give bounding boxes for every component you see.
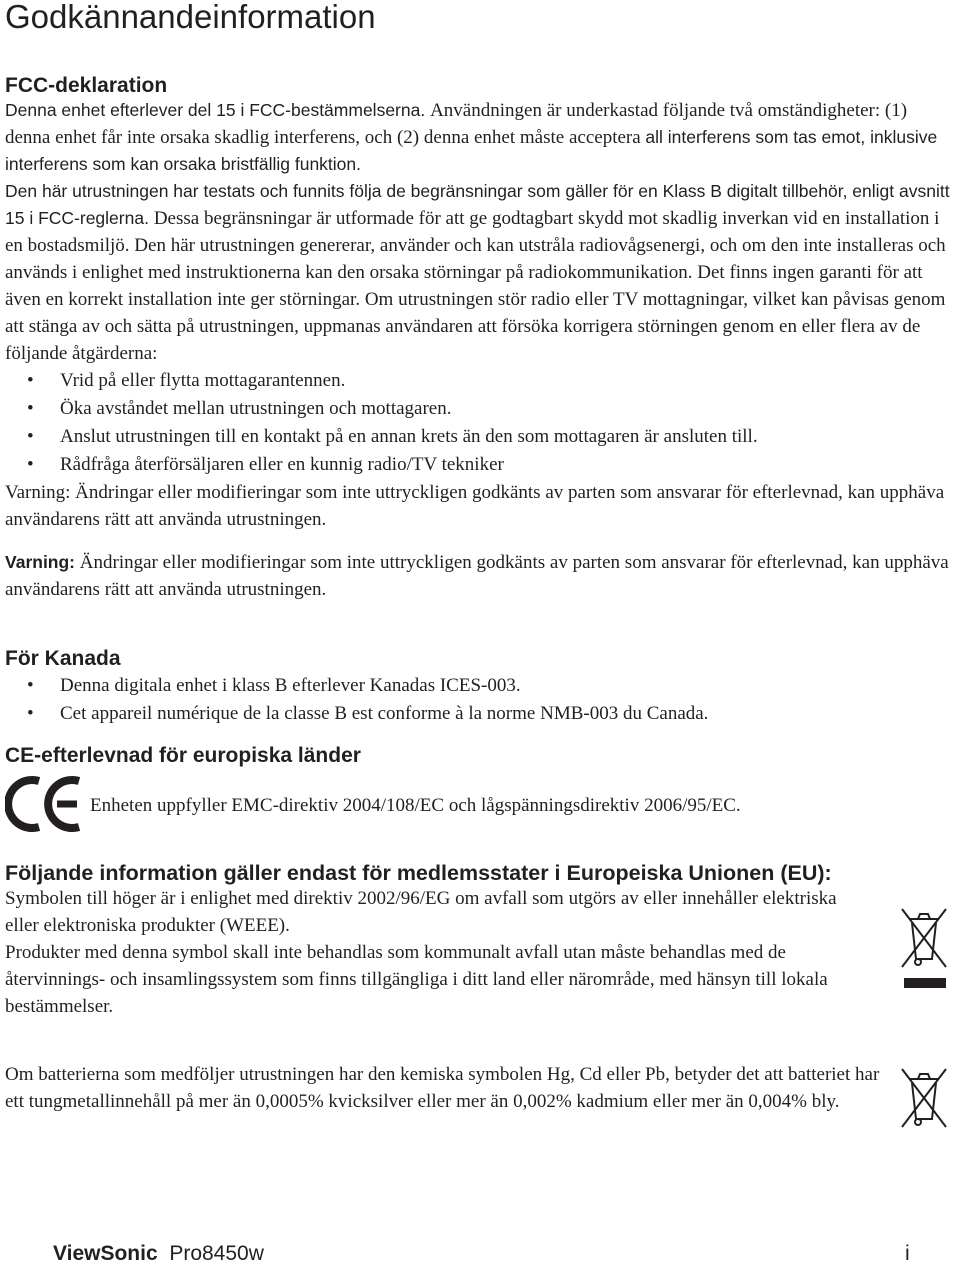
- footer-brand: ViewSonic: [53, 1242, 158, 1265]
- canada-section: [5, 646, 955, 728]
- fcc-paragraph-1: [5, 97, 955, 178]
- fcc-measures-list: [5, 367, 955, 479]
- eu-paragraph-3: Om batterierna som medföljer utrustningen har den kemiska symbolen Hg, Cd eller Pb, betyder det att batteriet har ett tungmetallinnehåll på mer än 0,0005% kvicksilver eller mer än 0,002% kadmium eller mer än 0,004% bly.: [5, 1064, 880, 1112]
- eu-paragraph-2: Produkter med denna symbol skall inte behandlas som kommunalt avfall utan måste behandlas med de återvinnings- och insamlingssystem som finns tillgängliga i ditt land eller närområde, med hänsyn till lokala bestämmelser.: [5, 942, 828, 1017]
- fcc-para2-sans: Den här utrustningen har testats och funnits följa de begränsningar som gäller för en Klass B digitalt tillbehör, enligt avsnitt 15 i FCC-reglerna.: [5, 181, 950, 228]
- crossed-out-wheelie-bin-icon: [898, 905, 950, 990]
- list-item: • Rådfråga återförsäljaren eller en kunnig radio/TV tekniker: [27, 454, 504, 475]
- footer: [53, 1242, 264, 1266]
- list-item: • Cet appareil numérique de la classe B est conforme à la norme NMB-003 du Canada.: [27, 703, 709, 724]
- ce-section: [5, 743, 955, 769]
- warning-text: Ändringar eller modifieringar som inte uttryckligen godkänts av parten som ansvarar för efterlevnad, kan upphäva användarens rätt att använda utrustningen.: [5, 552, 949, 600]
- warning-label: Varning:: [5, 552, 76, 572]
- canada-list: [5, 672, 955, 728]
- fcc-intro-serif: Användningen är underkastad följande två omständigheter: (1) denna enhet får inte orsaka skadlig interferens, och (2) denna enhet måste acceptera: [5, 100, 908, 148]
- ce-heading: CE-efterlevnad för europiska länder: [5, 744, 361, 767]
- eu-paragraph-1: Symbolen till höger är i enlighet med direktiv 2002/96/EG om avfall som utgörs av eller innehåller elektriska eller elektroniska produkter (WEEE).: [5, 888, 837, 936]
- page-number: i: [905, 1242, 910, 1265]
- eu-section: [5, 860, 955, 886]
- ce-statement: Enheten uppfyller EMC-direktiv 2004/108/EC och lågspänningsdirektiv 2006/95/EC.: [90, 795, 741, 816]
- list-item: • Denna digitala enhet i klass B efterlever Kanadas ICES-003.: [27, 675, 521, 696]
- fcc-section: [5, 73, 955, 603]
- fcc-paragraph-2: [5, 178, 955, 367]
- list-item: • Öka avståndet mellan utrustningen och mottagaren.: [27, 398, 452, 419]
- footer-model: Pro8450w: [169, 1242, 264, 1265]
- list-item: • Anslut utrustningen till en kontakt på en annan krets än den som mottagaren är ansluten till.: [27, 426, 758, 447]
- fcc-intro-sans: Denna enhet efterlever del 15 i FCC-bestämmelserna.: [5, 100, 431, 120]
- fcc-intro-end: all interferens som tas emot, inklusive interferens som kan orsaka bristfällig funktion.: [5, 127, 938, 174]
- ce-mark-icon: [5, 775, 85, 833]
- eu-heading: Följande information gäller endast för medlemsstater i Europeiska Unionen (EU):: [5, 861, 832, 885]
- canada-heading: För Kanada: [5, 647, 121, 670]
- crossed-out-wheelie-bin-icon: [898, 1065, 950, 1131]
- fcc-warning-1: Varning: Ändringar eller modifieringar som inte uttryckligen godkänts av parten som ansvarar för efterlevnad, kan upphäva användarens rätt att använda utrustningen.: [5, 482, 945, 530]
- page-title: Godkännandeinformation: [5, 0, 376, 35]
- fcc-warning-2: [5, 549, 955, 603]
- fcc-heading: FCC-deklaration: [5, 74, 168, 97]
- fcc-para2-serif: Dessa begränsningar är utformade för att ge godtagbart skydd mot skadlig inverkan vid en installation i en bostadsmiljö. Den här utrustningen genererar, använder och kan utstråla radiovågsenergi, och om den inte installeras och används i enlighet med instruktionerna kan den orsaka störningar på radiokommunikation. Det finns ingen garanti för att även en korrekt installation inte ger störningar. Om utrustningen stör radio eller TV mottagningar, vilket kan påvisas genom att stänga av och sätta på utrustningen, uppmanas användaren att försöka korrigera störningen genom en eller flera av de följande åtgärderna:: [5, 208, 946, 364]
- list-item: • Vrid på eller flytta mottagarantennen.: [27, 370, 346, 391]
